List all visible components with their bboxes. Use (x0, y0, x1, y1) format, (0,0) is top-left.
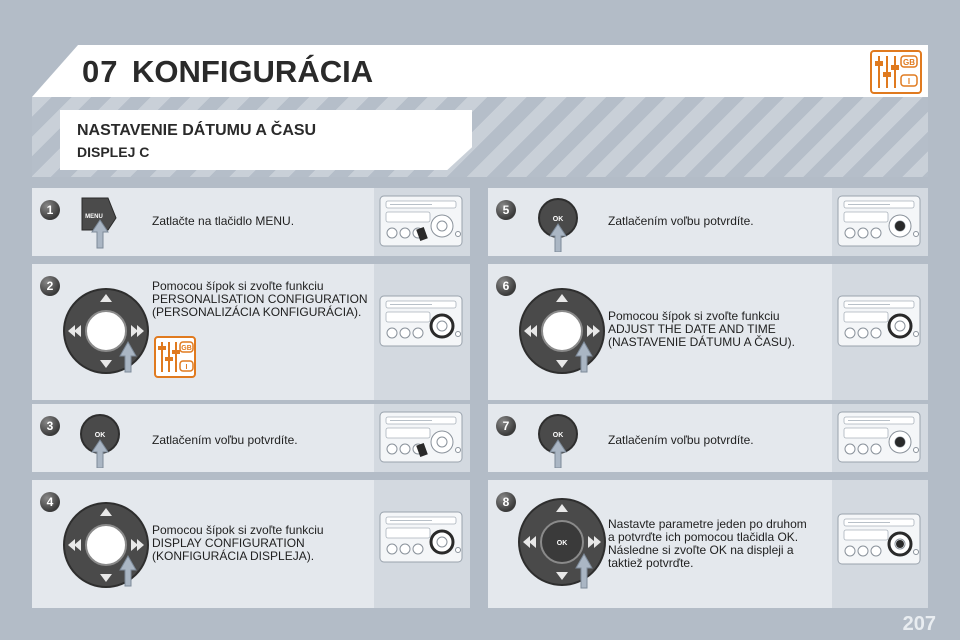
ok-button-icon (78, 410, 122, 468)
control-label: OK (552, 432, 564, 439)
radio-unit-illustration (836, 292, 924, 352)
step-4-panel (32, 480, 470, 608)
arrow-pad-icon (518, 286, 626, 376)
svg-text:GB: GB (903, 58, 915, 67)
step-badge: 2 (40, 276, 60, 296)
step-text: Nastavte parametre jeden po druhom a potvrďte ich pomocou tlačidla OK. Následne si zvoľte OK na displeji a taktiež potvrďte. (608, 517, 807, 570)
chapter-number: 07 (82, 54, 119, 89)
control-label: OK (94, 432, 106, 439)
radio-unit-illustration (836, 510, 924, 570)
step-3-panel (32, 404, 470, 472)
radio-unit-illustration (378, 508, 466, 568)
ok-button-icon (536, 194, 580, 252)
arrow-pad-ok-icon (516, 496, 624, 592)
svg-text:I: I (907, 77, 911, 86)
step-text: Zatlačením voľbu potvrdíte. (608, 433, 754, 447)
step-6-panel (488, 264, 928, 400)
step-5-panel (488, 188, 928, 256)
gb-settings-icon (870, 50, 922, 94)
step-7-panel (488, 404, 928, 472)
step-text: Pomocou šípok si zvoľte funkciu PERSONALISATION CONFIGURATION (PERSONALIZÁCIA KONFIGURÁCIA). (152, 279, 368, 319)
radio-unit-illustration (378, 292, 466, 352)
step-1-panel (32, 188, 470, 256)
gb-settings-icon (154, 336, 196, 378)
svg-text:GB: GB (181, 345, 192, 352)
ok-button-icon (536, 410, 580, 468)
step-2-panel (32, 264, 470, 400)
control-label: OK (556, 540, 568, 547)
step-text: Pomocou šípok si zvoľte funkciu ADJUST THE DATE AND TIME (NASTAVENIE DÁTUMU A ČASU). (608, 309, 795, 349)
step-badge: 8 (496, 492, 516, 512)
step-text: Pomocou šípok si zvoľte funkciu DISPLAY CONFIGURATION (KONFIGURÁCIA DISPLEJA). (152, 523, 324, 563)
step-8-panel (488, 480, 928, 608)
control-label: MENU (85, 214, 103, 220)
section-subtitle: DISPLEJ C (77, 144, 150, 160)
step-badge: 4 (40, 492, 60, 512)
step-badge: 1 (40, 200, 60, 220)
radio-unit-illustration (378, 408, 466, 468)
step-text: Zatlačením voľbu potvrdíte. (608, 214, 754, 228)
page-number: 207 (902, 613, 936, 635)
chapter-title: KONFIGURÁCIA (132, 54, 374, 89)
step-text: Zatlačte na tlačidlo MENU. (152, 214, 295, 228)
step-badge: 5 (496, 200, 516, 220)
section-title: NASTAVENIE DÁTUMU A ČASU (77, 122, 317, 139)
radio-unit-illustration (378, 192, 466, 252)
radio-unit-illustration (836, 408, 924, 468)
svg-text:I: I (185, 364, 188, 371)
step-badge: 3 (40, 416, 60, 436)
step-badge: 7 (496, 416, 516, 436)
radio-unit-illustration (836, 192, 924, 252)
menu-button-icon (78, 192, 120, 250)
section-title-box (60, 110, 472, 170)
step-text: Zatlačením voľbu potvrdíte. (152, 433, 298, 447)
arrow-pad-icon (62, 500, 170, 590)
step-badge: 6 (496, 276, 516, 296)
control-label: OK (552, 216, 564, 223)
